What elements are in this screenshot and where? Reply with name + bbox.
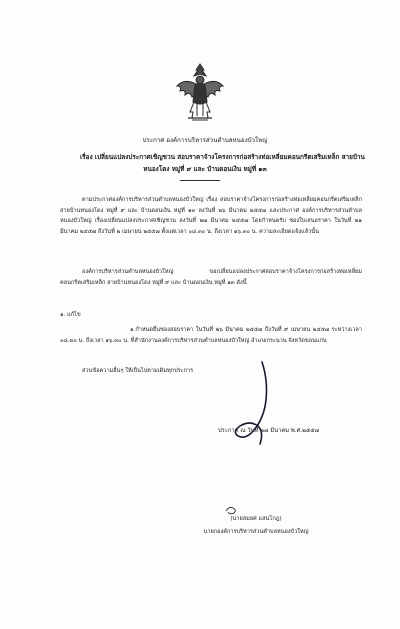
item-1 [60,325,362,346]
seal-mark-icon [224,505,238,515]
announcement-header: ประกาศ องค์การบริหารส่วนตำบลหนองบัวใหญ่ [142,137,268,144]
paragraph-2-text: องค์การบริหารส่วนตำบลหนองบัวใหญ่ ขอเปลี่ยนแปลงประกาศสอบราคาจ้างโครงการก่อสร้างท่อเหลี่ยมคอนกรีตเสริมเหล็ก สายบ้านหนองโดง หมู่ที่ ๙ และ บ้านดอนเงิน หมู่ที่ ๑๓ ดังนี้ [60,269,362,286]
subject-line-2: หนองโดง หมู่ที่ ๙ และ บ้านดอนเงิน หมู่ที่ ๑๓ [143,165,267,173]
item-heading: ๑. แก้ไข [60,312,81,318]
announcement-date: ประกาศ ณ วันที่ ๒๗ มีนาคม พ.ศ.๒๕๕๗ [218,428,320,434]
closing-text: ส่วนข้อความอื่นๆ ให้เป็นไปตามเดิมทุกประการ [82,368,194,374]
item-1-text: ๑.กำหนดยื่นซองสอบราคา ในวันที่ ๒๖ มีนาคม ๒๕๕๗ ถึงวันที่ ๙ เมษายน ๒๕๕๗ ระหว่างเวลา ๐๘.๓๐ น. ถึงเวลา ๑๖.๓๐ น. ที่สำนักงานองค์การบริหารส่วนตำบลหนองบัวใหญ่ อำเภอกระนวน จังหวัดขอนแก่น [60,327,362,344]
paragraph-1 [60,195,362,237]
subject-line-1: เรื่อง เปลี่ยนแปลงประกาศเชิญชวน สอบราคาจ้างโครงการก่อสร้างท่อเหลี่ยมคอนกรีตเสริมเหล็ก สายบ้าน [80,153,365,161]
garuda-emblem-icon [174,60,226,126]
title-divider [180,180,220,181]
paragraph-2 [60,267,362,288]
signer-name: (นายสมยศ แสนโกฎ) [230,516,282,522]
signer-title: นายกองค์การบริหารส่วนตำบลหนองบัวใหญ่ [203,529,309,535]
handwritten-signature [210,360,300,456]
paragraph-1-text: ตามประกาศองค์การบริหารส่วนตำบลหนองบัวใหญ่ เรื่อง สอบราคาจ้างโครงการก่อสร้างท่อเหลี่ยมคอนกรีตเสริมเหล็ก สายบ้านหนองโดง หมู่ที่ ๙ และ บ้านดอนเงิน หมู่ที่ ๑๓ ลงวันที่ ๒๖ มีนาคม ๒๕๕๗ และประกาศ องค์การบริหารส่วนตำบลหนองบัวใหญ่ เรื่องเปลี่ยนแปลงประกาศเชิญชวน ลงวันที่ ๒๗ มีนาคม ๒๕๕๗ โดยกำหนดรับ ซองใบเสนอราคา ในวันที่ ๒๑ มีนาคม ๒๕๕๗ ถึงวันที่ ๒ เมษายน ๒๕๕๗ ตั้งแต่เวลา ๐๘.๓๐ น. ถึงเวลา ๑๖.๓๐ น. ความละเอียดแจ้งแล้วนั้น [60,197,362,235]
